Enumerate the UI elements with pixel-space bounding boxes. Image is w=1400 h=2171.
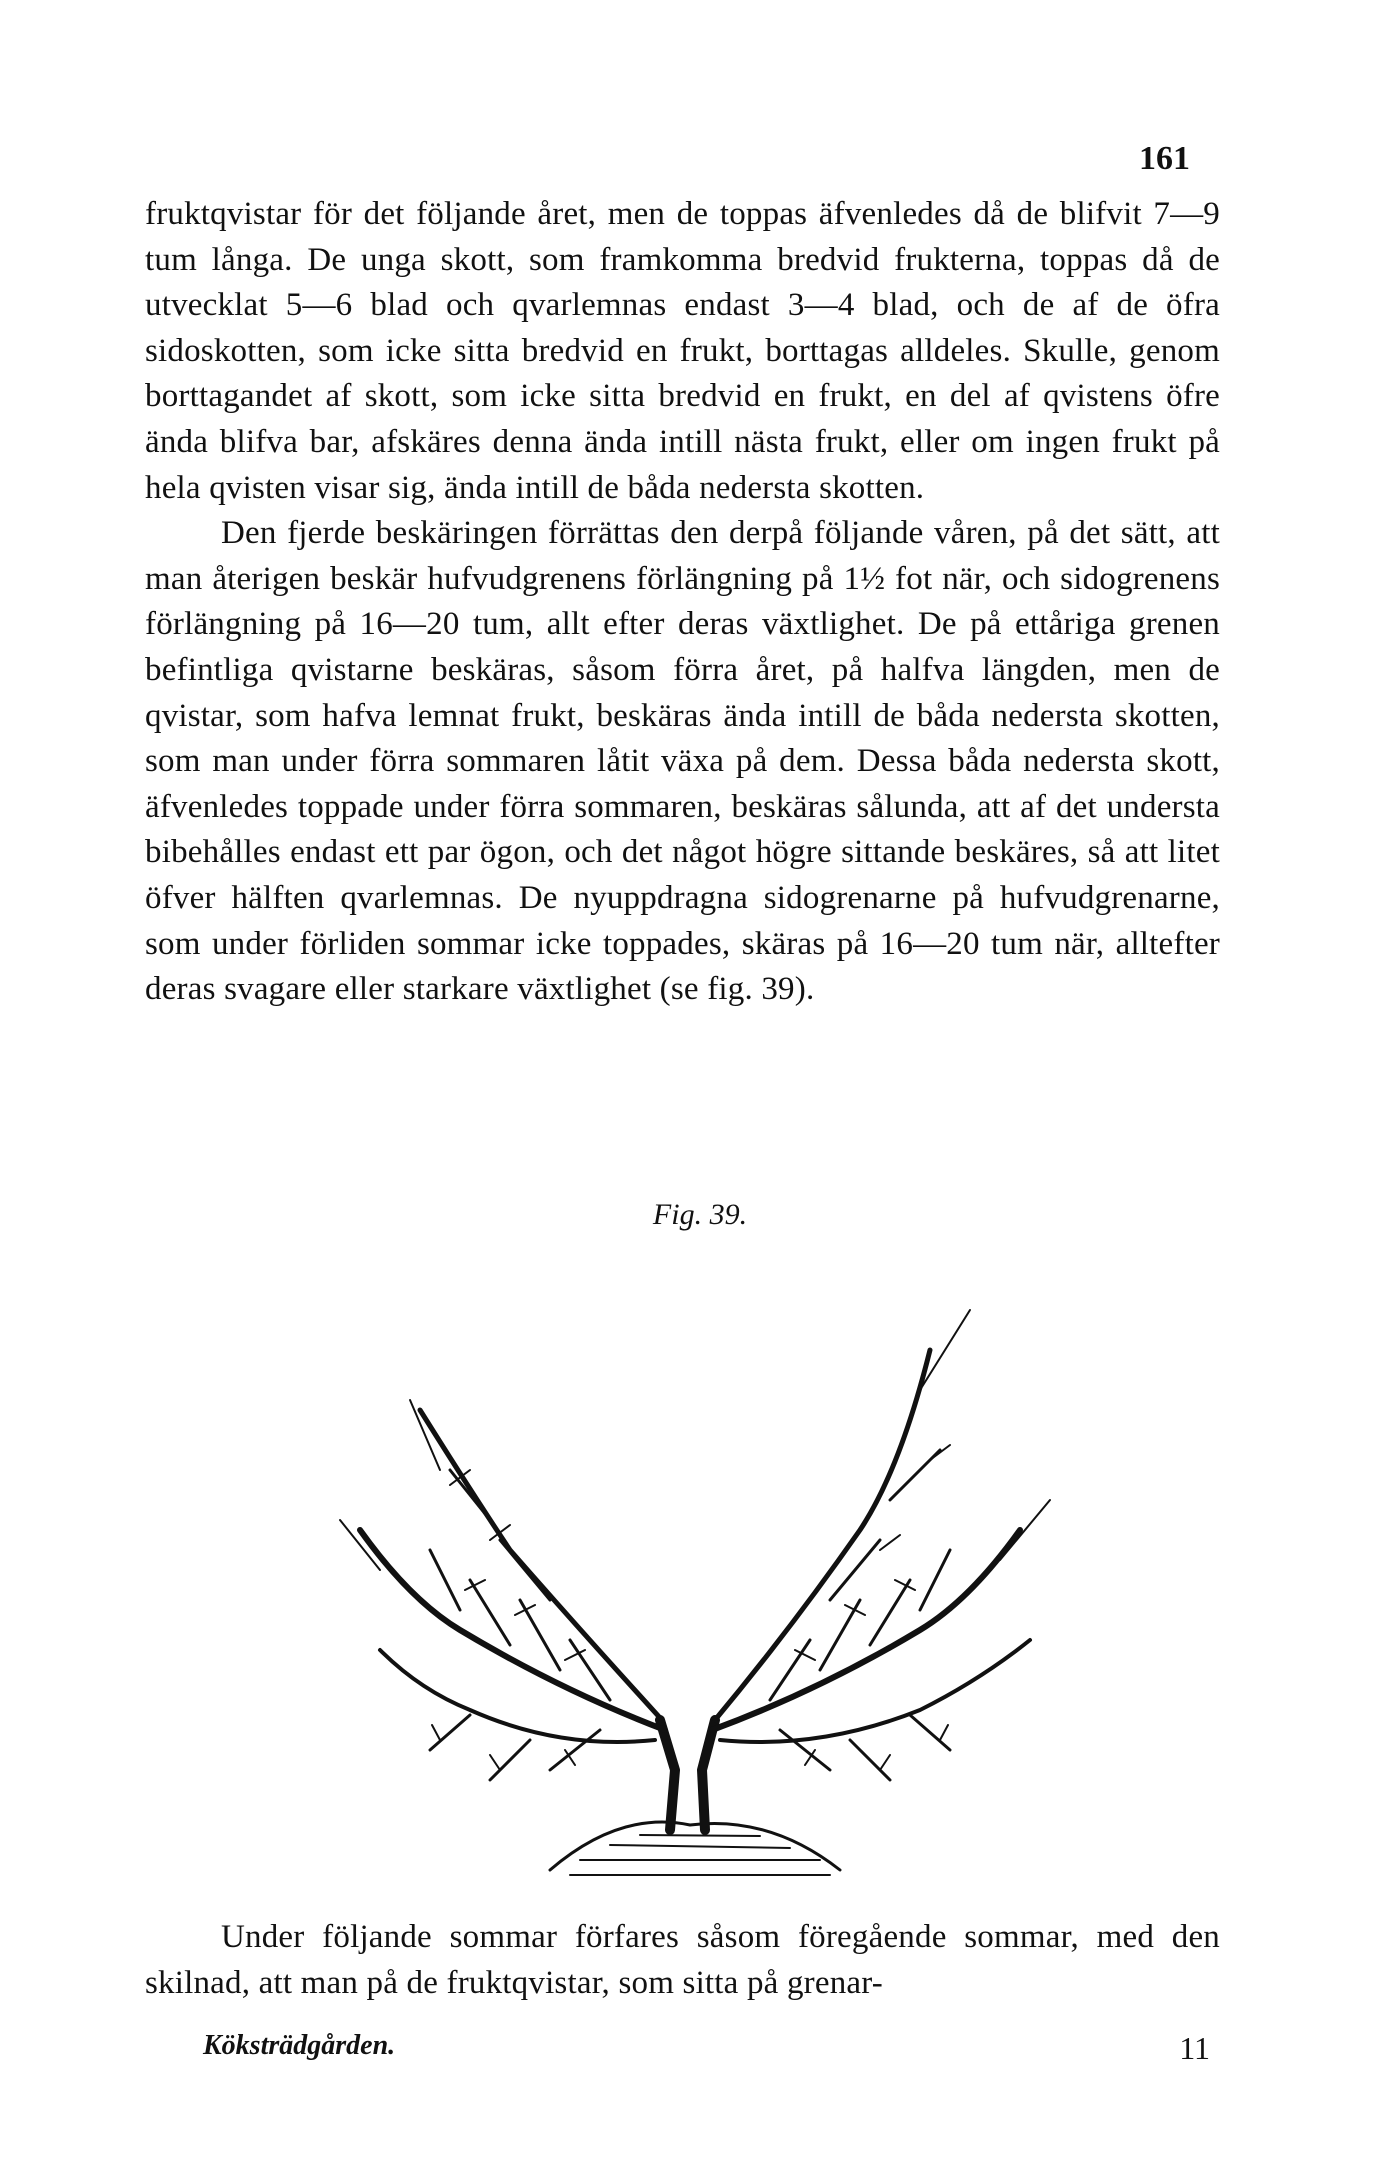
paragraph-2: Den fjerde beskäringen förrättas den derpå följande våren, på det sätt, att man återigen beskär hufvudgrenens förlängning på 1½ fot när, och sidogrenens förlängning på 16—20 tum, allt efter deras växtlighet. De på ettåriga grenen befintliga qvistarne beskäras, såsom förra året, på halfva längden, men de qvistar, som hafva lemnat frukt, beskäras ända intill de båda nedersta skotten, som man under förra sommaren låtit växa på dem. Dessa båda nedersta skott, äfvenledes toppade under förra sommaren, beskäras sålunda, att af det understa bibehålles endast ett par ögon, och det något högre sittande beskäres, så att litet öfver hälften qvarlemnas. De nyuppdragna sidogrenarne på hufvudgrenarne, som under förliden sommar icke toppades, skäras på 16—20 tum när, alltefter deras svagare eller starkare växtlighet (se fig. 39). — [145, 515, 1220, 1008]
page-number: 161 — [1139, 140, 1190, 177]
paragraph-3: Under följande sommar förfares såsom föregående sommar, med den skilnad, att man på de fruktqvistar, som sitta på grenar- — [145, 1919, 1220, 2001]
signature-mark: 11 — [1179, 2030, 1210, 2066]
running-footer-title: Köksträdgården. — [203, 2030, 396, 2061]
pruned-tree-illustration-icon — [320, 1270, 1080, 1890]
text-block-lower — [145, 1915, 1220, 2006]
paragraph-1: fruktqvistar för det följande året, men de toppas äfvenledes då de blifvit 7—9 tum långa. De unga skott, som framkomma bredvid frukterna, toppas då de utvecklat 5—6 blad och qvarlemnas endast 3—4 blad, och de af de öfra sidoskotten, som icke sitta bredvid en frukt, borttagas alldeles. Skulle, genom borttagandet af skott, som icke sitta bredvid en frukt, en del af qvistens öfre ända blifva bar, afskäres denna ända intill nästa frukt, eller om ingen frukt på hela qvisten visar sig, ända intill de båda nedersta skotten. — [145, 196, 1220, 506]
figure-caption: Fig. 39. — [652, 1198, 748, 1231]
text-block-upper — [145, 192, 1220, 1013]
tree-drawing — [320, 1270, 1080, 1890]
